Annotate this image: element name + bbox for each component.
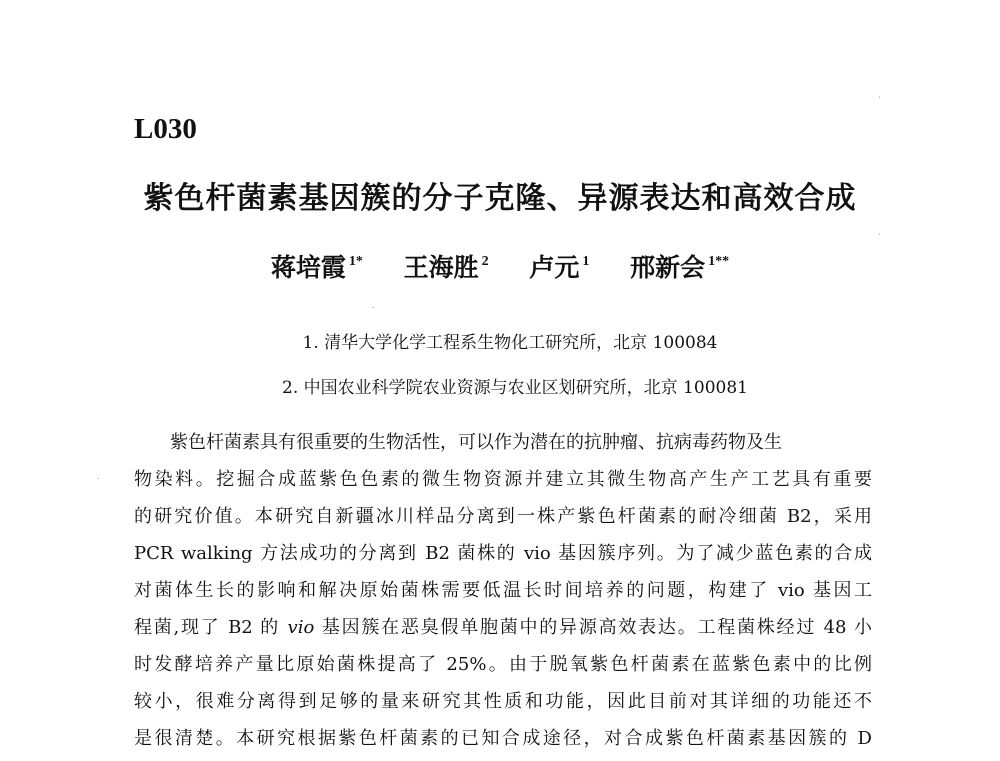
abstract-fragment: 基因簇在恶臭假单胞菌中的异源高效表达。工程菌株经过 48 小 bbox=[314, 617, 872, 638]
scan-speck bbox=[879, 96, 880, 98]
abstract-line: 时发酵培养产量比原始菌株提高了 25%。由于脱氧紫色杆菌素在蓝紫色素中的比例 bbox=[134, 654, 872, 675]
affiliation-2: 2. 中国农业科学院农业资源与农业区划研究所，北京 100081 bbox=[282, 378, 748, 398]
abstract-line: 较小，很难分离得到足够的量来研究其性质和功能，因此目前对其详细的功能还不 bbox=[134, 691, 872, 712]
scan-speck bbox=[97, 478, 99, 479]
abstract-body bbox=[134, 424, 872, 757]
abstract-line: 对菌体生长的影响和解决原始菌株需要低温长时间培养的问题，构建了 vio 基因工 bbox=[134, 580, 872, 601]
abstract-line: PCR walking 方法成功的分离到 B2 菌株的 vio 基因簇序列。为了减少蓝色素的合成 bbox=[134, 543, 872, 564]
abstract-line bbox=[134, 609, 872, 646]
abstract-line: 是很清楚。本研究根据紫色杆菌素的已知合成途径，对合成紫色杆菌素基因簇的 D bbox=[134, 728, 872, 749]
affiliation-1: 1. 清华大学化学工程系生物化工研究所，北京 100084 bbox=[302, 333, 718, 353]
paper-title: 紫色杆菌素基因簇的分子克隆、异源表达和高效合成 bbox=[143, 181, 857, 216]
abstract-fragment: 程菌,现了 B2 的 bbox=[134, 617, 288, 638]
author-4: 邢新会 $^{1**}$ bbox=[630, 253, 730, 282]
abstract-line: 紫色杆菌素具有很重要的生物活性，可以作为潜在的抗肿瘤、抗病毒药物及生 bbox=[170, 432, 782, 453]
scan-speck bbox=[372, 307, 374, 308]
abstract-line: 的研究价值。本研究自新疆冰川样品分离到一株产紫色杆菌素的耐冷细菌 B2，采用 bbox=[134, 506, 872, 527]
author-2: 王海胜 $^2$ bbox=[403, 253, 489, 282]
author-list bbox=[0, 248, 1000, 284]
scan-speck bbox=[879, 233, 880, 235]
abstract-line: 物染料。挖掘合成蓝紫色色素的微生物资源并建立其微生物高产生产工艺具有重要 bbox=[134, 469, 872, 490]
paper-code: L030 bbox=[134, 113, 197, 145]
gene-name-italic: vio bbox=[287, 617, 315, 638]
author-1: 蒋培霞 $^{1*}$ bbox=[270, 253, 363, 282]
author-3: 卢元 $^1$ bbox=[529, 253, 590, 282]
